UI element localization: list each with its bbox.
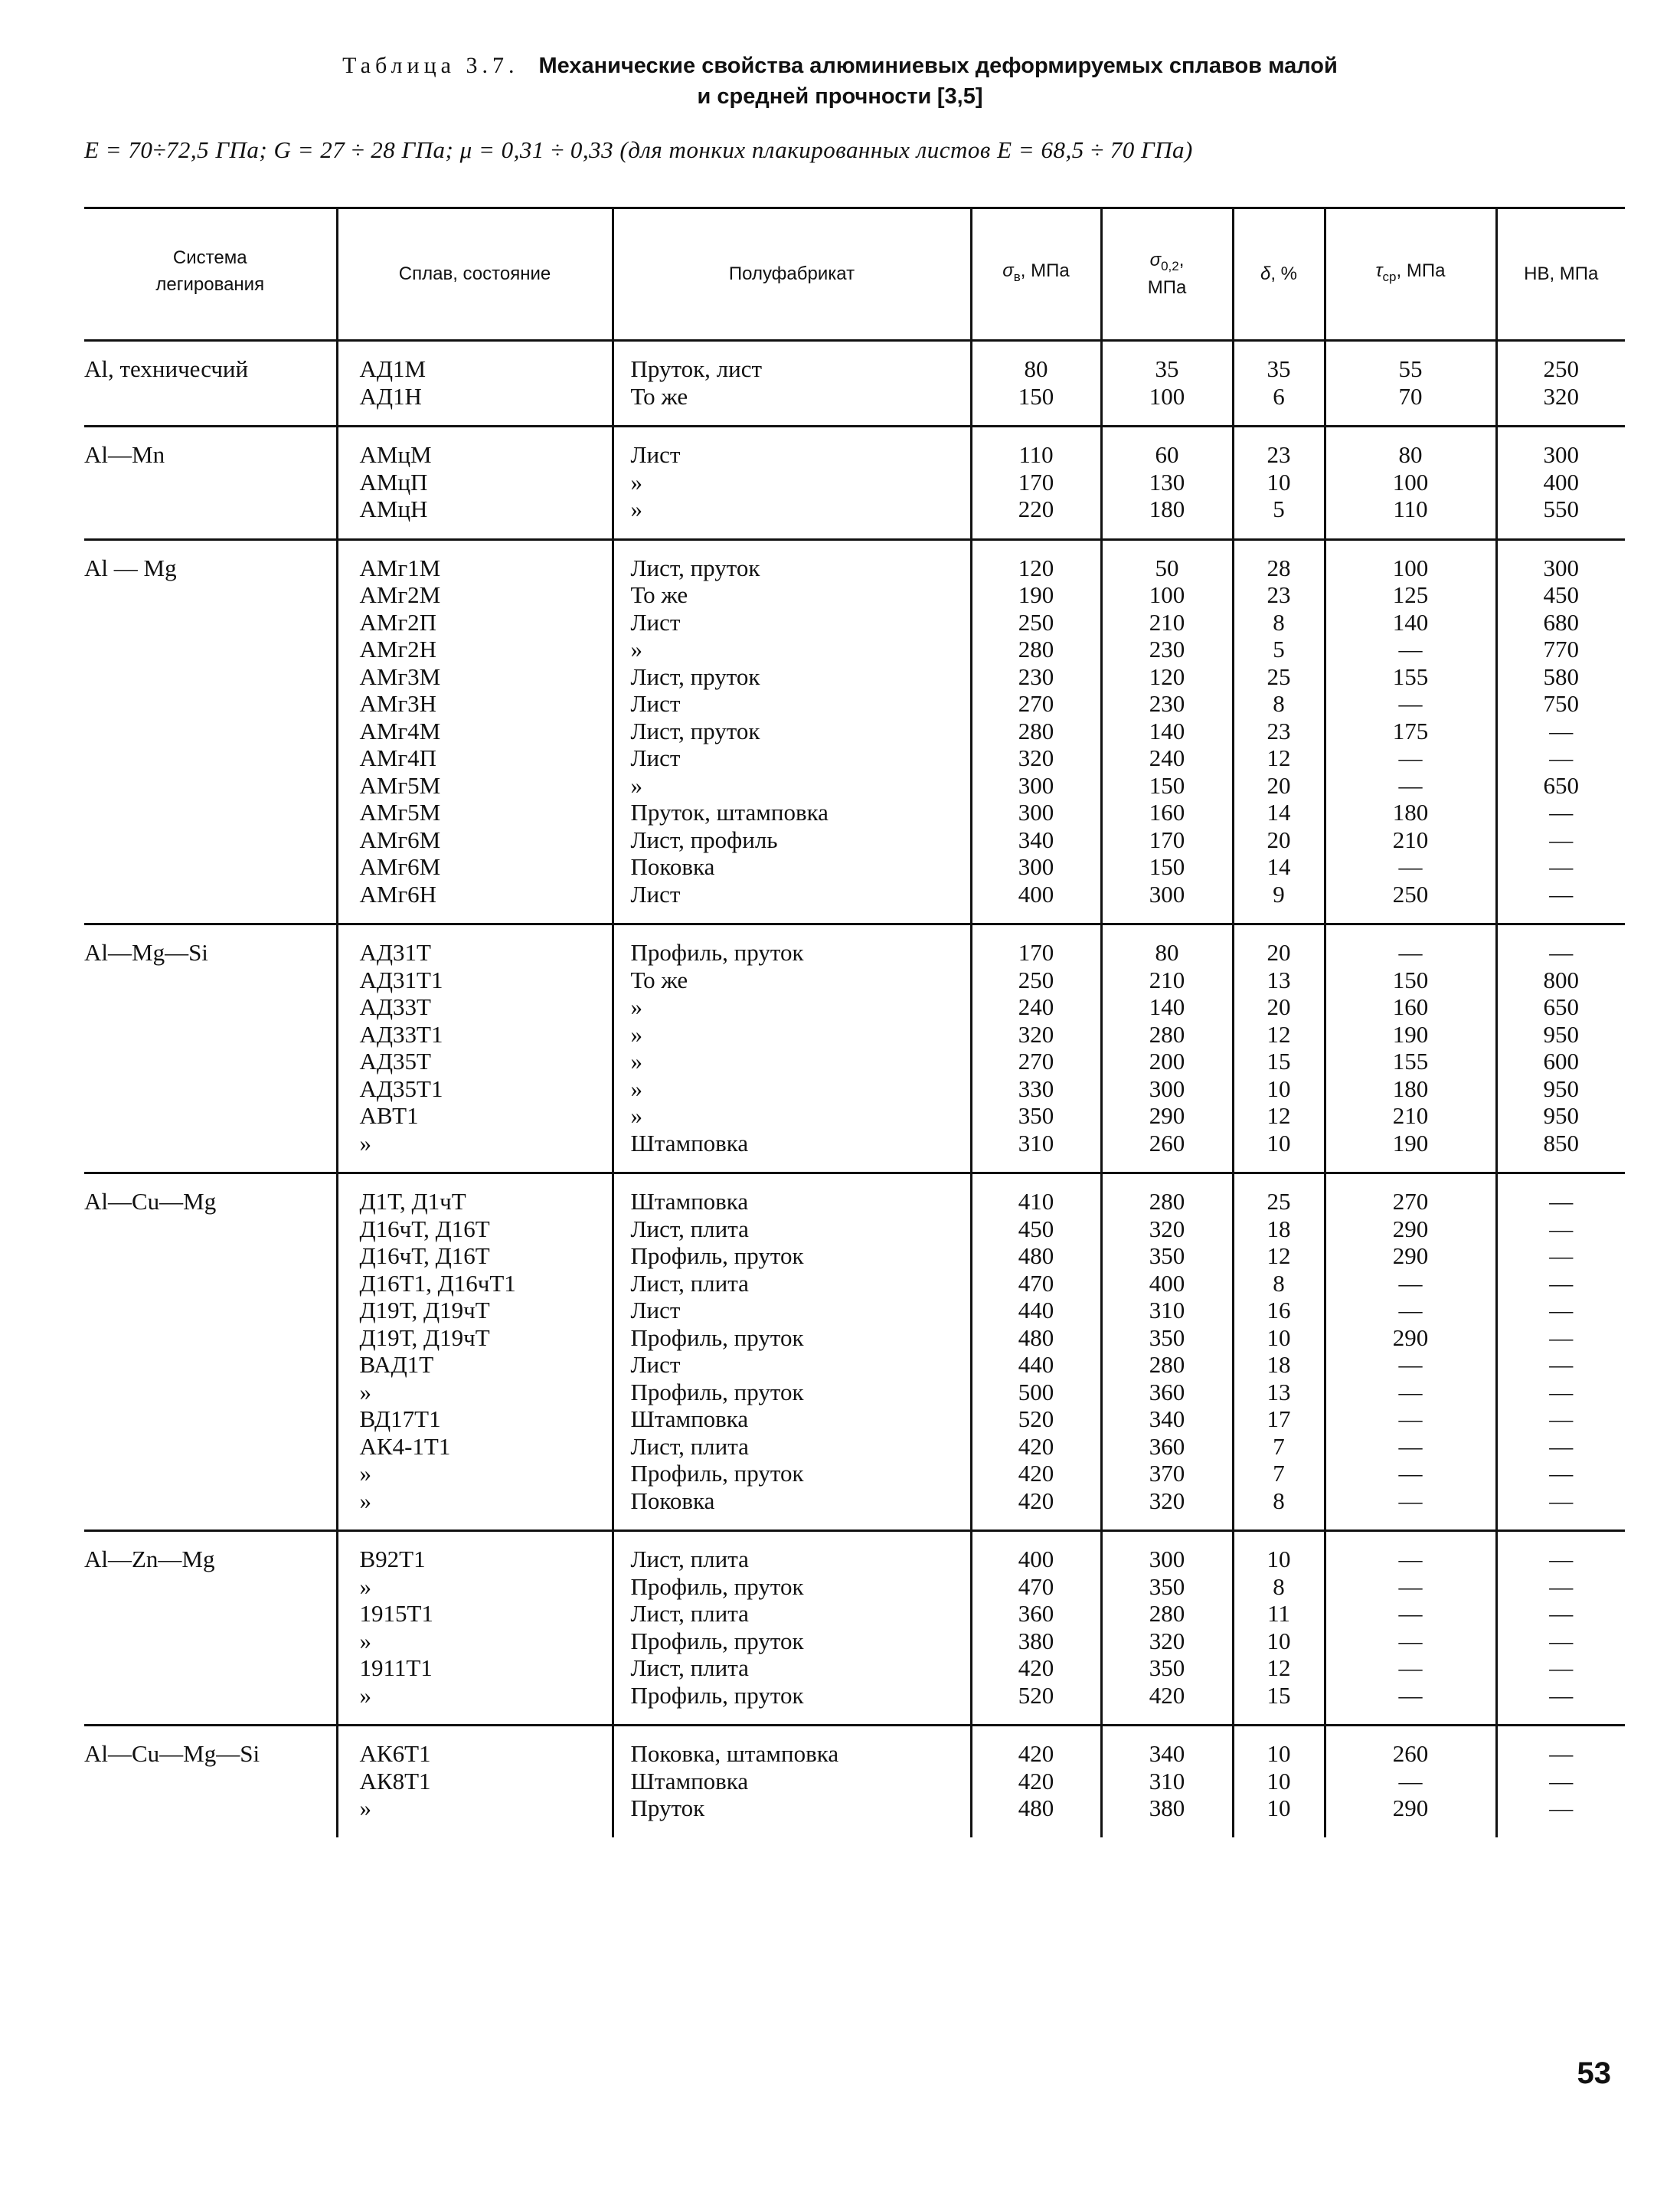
table-body xyxy=(84,341,1625,1837)
cell-system: Al — Mg xyxy=(84,539,337,924)
cell-system: Al, техничесчий xyxy=(84,341,337,427)
cell-semi-products: Профиль, пруток То же » » » » » Штамповка xyxy=(613,924,971,1173)
cell-semi-products: Лист, пруток То же Лист » Лист, пруток Лист Лист, пруток Лист » Пруток, штамповка Лист, профиль Поковка Лист xyxy=(613,539,971,924)
table-row xyxy=(84,924,1625,1173)
cell-semi-products: Лист » » xyxy=(613,427,971,540)
cell-semi-products: Пруток, лист То же xyxy=(613,341,971,427)
cell-yield-strength: 35 100 xyxy=(1101,341,1233,427)
cell-hardness: — — — — — — — — — — — — xyxy=(1496,1173,1625,1531)
caption-text-1: Механические свойства алюминиевых деформируемых сплавов малой xyxy=(538,54,1338,78)
cell-hardness: 300 450 680 770 580 750 — — 650 — — — — xyxy=(1496,539,1625,924)
cell-elongation: 35 6 xyxy=(1233,341,1325,427)
table-row xyxy=(84,427,1625,540)
caption-line-2 xyxy=(0,81,1680,112)
cell-elongation: 28 23 8 5 25 8 23 12 20 14 20 14 9 xyxy=(1233,539,1325,924)
cell-elongation: 10 10 10 xyxy=(1233,1726,1325,1837)
header-hardness: HB, МПа xyxy=(1496,208,1625,341)
cell-system: Al—Zn—Mg xyxy=(84,1531,337,1726)
cell-hardness: — 800 650 950 600 950 950 850 xyxy=(1496,924,1625,1173)
cell-shear-strength: 80 100 110 xyxy=(1325,427,1496,540)
cell-yield-strength: 80 210 140 280 200 300 290 260 xyxy=(1101,924,1233,1173)
cell-semi-products: Лист, плита Профиль, пруток Лист, плита Профиль, пруток Лист, плита Профиль, пруток xyxy=(613,1531,971,1726)
cell-shear-strength: 55 70 xyxy=(1325,341,1496,427)
cell-system: Al—Mn xyxy=(84,427,337,540)
table-row xyxy=(84,1173,1625,1531)
cell-semi-products: Штамповка Лист, плита Профиль, пруток Лист, плита Лист Профиль, пруток Лист Профиль, пруток Штамповка Лист, плита Профиль, пруток Поковка xyxy=(613,1173,971,1531)
cell-tensile-strength: 420 420 480 xyxy=(971,1726,1101,1837)
cell-alloys: В92Т1 » 1915Т1 » 1911Т1 » xyxy=(337,1531,613,1726)
cell-elongation: 10 8 11 10 12 15 xyxy=(1233,1531,1325,1726)
cell-hardness: — — — — — — xyxy=(1496,1531,1625,1726)
cell-shear-strength: 260 — 290 xyxy=(1325,1726,1496,1837)
cell-yield-strength: 300 350 280 320 350 420 xyxy=(1101,1531,1233,1726)
cell-alloys: АМцМ АМцП АМцН xyxy=(337,427,613,540)
cell-shear-strength: — — — — — — xyxy=(1325,1531,1496,1726)
cell-system: Al—Mg—Si xyxy=(84,924,337,1173)
table-row xyxy=(84,1726,1625,1837)
header-row xyxy=(84,208,1625,341)
cell-yield-strength: 50 100 210 230 120 230 140 240 150 160 170 150 300 xyxy=(1101,539,1233,924)
cell-shear-strength: 270 290 290 — — 290 — — — — — — xyxy=(1325,1173,1496,1531)
cell-semi-products: Поковка, штамповка Штамповка Пруток xyxy=(613,1726,971,1837)
table-row xyxy=(84,341,1625,427)
material-constants: E = 70÷72,5 ГПа; G = 27 ÷ 28 ГПа; μ = 0,31 ÷ 0,33 (для тонких плакированных листов E = 68,5 ÷ 70 ГПа) xyxy=(84,136,1193,163)
cell-hardness: 300 400 550 xyxy=(1496,427,1625,540)
cell-yield-strength: 280 320 350 400 310 350 280 360 340 360 370 320 xyxy=(1101,1173,1233,1531)
table-caption xyxy=(0,51,1680,112)
header-alloy: Сплав, состояние xyxy=(337,208,613,341)
cell-alloys: Д1Т, Д1чТ Д16чТ, Д16Т Д16чТ, Д16Т Д16Т1, Д16чТ1 Д19Т, Д19чТ Д19Т, Д19чТ ВАД1Т » ВД17Т1 АК4-1Т1 » » xyxy=(337,1173,613,1531)
cell-alloys: АК6Т1 АК8Т1 » xyxy=(337,1726,613,1837)
cell-system: Al—Cu—Mg—Si xyxy=(84,1740,260,1767)
cell-elongation: 25 18 12 8 16 10 18 13 17 7 7 8 xyxy=(1233,1173,1325,1531)
cell-tensile-strength: 400 470 360 380 420 520 xyxy=(971,1531,1101,1726)
cell-hardness: — — — xyxy=(1496,1726,1625,1837)
cell-elongation: 20 13 20 12 15 10 12 10 xyxy=(1233,924,1325,1173)
cell-tensile-strength: 410 450 480 470 440 480 440 500 520 420 420 420 xyxy=(971,1173,1101,1531)
page-number: 53 xyxy=(1577,2056,1611,2090)
cell-tensile-strength: 120 190 250 280 230 270 280 320 300 300 340 300 400 xyxy=(971,539,1101,924)
header-semi-product: Полуфабрикат xyxy=(613,208,971,341)
cell-yield-strength: 60 130 180 xyxy=(1101,427,1233,540)
table-row xyxy=(84,539,1625,924)
cell-alloys: АМг1М АМг2М АМг2П АМг2Н АМг3М АМг3Н АМг4М АМг4П АМг5М АМг5М АМг6М АМг6М АМг6Н xyxy=(337,539,613,924)
caption-reference: [3,5] xyxy=(936,84,983,109)
cell-tensile-strength: 110 170 220 xyxy=(971,427,1101,540)
cell-alloys: АД1М АД1Н xyxy=(337,341,613,427)
cell-system: Al—Cu—Mg xyxy=(84,1173,337,1531)
header-shear-strength: $\tau_{ср}$, МПа xyxy=(1325,208,1496,341)
table-row xyxy=(84,1531,1625,1726)
cell-tensile-strength: 170 250 240 320 270 330 350 310 xyxy=(971,924,1101,1173)
cell-shear-strength: — 150 160 190 155 180 210 190 xyxy=(1325,924,1496,1173)
cell-yield-strength: 340 310 380 xyxy=(1101,1726,1233,1837)
cell-shear-strength: 100 125 140 — 155 — 175 — — 180 210 — 250 xyxy=(1325,539,1496,924)
cell-elongation: 23 10 5 xyxy=(1233,427,1325,540)
cell-alloys: АД31Т АД31Т1 АД33Т АД33Т1 АД35Т АД35Т1 АВТ1 » xyxy=(337,924,613,1173)
header-elongation: δ, % xyxy=(1233,208,1325,341)
caption-text-2: и средней прочности xyxy=(697,84,932,109)
mechanical-properties-table xyxy=(84,207,1625,1837)
header-system: Система легирования xyxy=(84,208,337,341)
cell-tensile-strength: 80 150 xyxy=(971,341,1101,427)
caption-line-1 xyxy=(0,51,1680,81)
header-yield-strength: $\sigma_{0,2}$, МПа xyxy=(1101,208,1233,341)
cell-hardness: 250 320 xyxy=(1496,341,1625,427)
caption-label: Таблица 3.7. xyxy=(342,53,519,78)
header-tensile-strength: $\sigma_в$, МПа xyxy=(971,208,1101,341)
